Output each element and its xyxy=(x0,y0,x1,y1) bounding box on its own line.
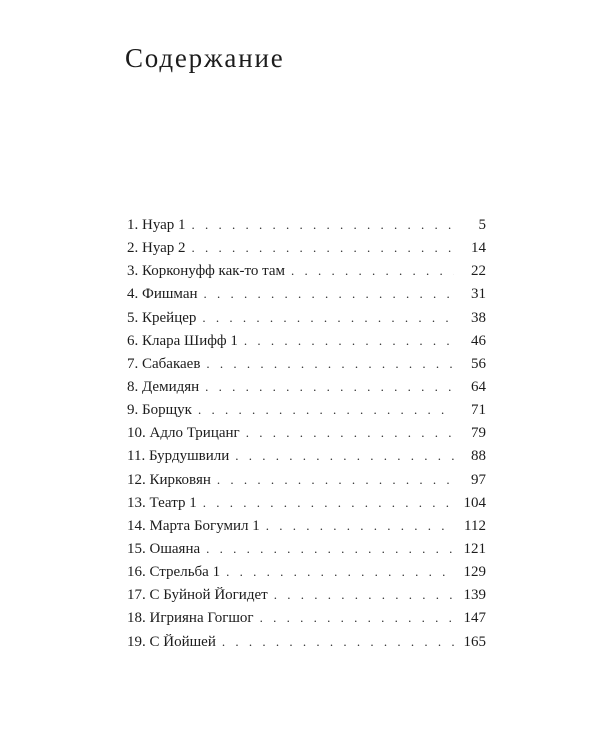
toc-entry[interactable] xyxy=(127,587,486,610)
toc-entry[interactable] xyxy=(127,217,486,240)
toc-entry[interactable] xyxy=(127,518,486,541)
toc-entry-title: 17. С Буйной Йогидет xyxy=(127,587,274,604)
toc-dot-leader xyxy=(203,495,454,511)
toc-dot-leader xyxy=(198,402,454,418)
toc-dot-leader xyxy=(260,610,454,626)
toc-entry[interactable] xyxy=(127,402,486,425)
toc-entry-title: 3. Корконуфф как-то там xyxy=(127,263,291,280)
toc-entry-title: 16. Стрельба 1 xyxy=(127,564,226,581)
toc-entry-title: 19. С Йойшей xyxy=(127,634,222,651)
toc-entry-title: 5. Крейцер xyxy=(127,310,202,327)
toc-entry[interactable] xyxy=(127,333,486,356)
toc-entry[interactable] xyxy=(127,263,486,286)
toc-entry-title: 8. Демидян xyxy=(127,379,205,396)
toc-entry[interactable] xyxy=(127,472,486,495)
toc-entry-title: 13. Театр 1 xyxy=(127,495,203,512)
toc-entry-title: 15. Ошаяна xyxy=(127,541,206,558)
toc-dot-leader xyxy=(206,541,454,557)
toc-entry-title: 2. Нуар 2 xyxy=(127,240,192,257)
toc-dot-leader xyxy=(291,263,454,279)
toc-dot-leader xyxy=(235,448,454,464)
toc-page-number: 165 xyxy=(454,634,486,651)
toc-page-number: 97 xyxy=(454,472,486,489)
toc-dot-leader xyxy=(192,217,454,233)
toc-entry[interactable] xyxy=(127,425,486,448)
toc-entry-title: 11. Бурдушвили xyxy=(127,448,235,465)
toc-entry-title: 7. Сабакаев xyxy=(127,356,206,373)
toc-entry-title: 6. Клара Шифф 1 xyxy=(127,333,244,350)
toc-dot-leader xyxy=(205,379,454,395)
toc-dot-leader xyxy=(222,634,454,650)
toc-entry[interactable] xyxy=(127,310,486,333)
toc-page-number: 38 xyxy=(454,310,486,327)
toc-dot-leader xyxy=(206,356,454,372)
toc-dot-leader xyxy=(246,425,454,441)
toc-entry-title: 14. Марта Богумил 1 xyxy=(127,518,266,535)
toc-page-number: 46 xyxy=(454,333,486,350)
toc-entry-title: 1. Нуар 1 xyxy=(127,217,192,234)
table-of-contents xyxy=(127,217,486,657)
toc-dot-leader xyxy=(202,310,454,326)
toc-page-number: 64 xyxy=(454,379,486,396)
toc-entry[interactable] xyxy=(127,286,486,309)
toc-page-number: 14 xyxy=(454,240,486,257)
toc-entry-title: 9. Борщук xyxy=(127,402,198,419)
toc-entry[interactable] xyxy=(127,448,486,471)
toc-entry[interactable] xyxy=(127,240,486,263)
toc-entry[interactable] xyxy=(127,634,486,657)
toc-dot-leader xyxy=(274,587,454,603)
toc-dot-leader xyxy=(244,333,454,349)
toc-page-number: 129 xyxy=(454,564,486,581)
toc-page-number: 31 xyxy=(454,286,486,303)
toc-page-number: 104 xyxy=(454,495,486,512)
toc-entry-title: 12. Кирковян xyxy=(127,472,217,489)
toc-page-number: 121 xyxy=(454,541,486,558)
toc-page-number: 139 xyxy=(454,587,486,604)
toc-page-number: 147 xyxy=(454,610,486,627)
toc-dot-leader xyxy=(226,564,454,580)
toc-entry[interactable] xyxy=(127,610,486,633)
toc-entry[interactable] xyxy=(127,564,486,587)
toc-entry[interactable] xyxy=(127,541,486,564)
toc-page-number: 88 xyxy=(454,448,486,465)
toc-page-number: 112 xyxy=(454,518,486,535)
toc-dot-leader xyxy=(192,240,454,256)
toc-dot-leader xyxy=(217,472,454,488)
toc-page-number: 22 xyxy=(454,263,486,280)
toc-page-number: 5 xyxy=(454,217,486,234)
toc-entry-title: 4. Фишман xyxy=(127,286,204,303)
toc-entry[interactable] xyxy=(127,379,486,402)
toc-page-number: 71 xyxy=(454,402,486,419)
toc-dot-leader xyxy=(204,286,454,302)
toc-entry-title: 18. Игрияна Гогшог xyxy=(127,610,260,627)
toc-entry-title: 10. Адло Трицанг xyxy=(127,425,246,442)
toc-dot-leader xyxy=(266,518,454,534)
toc-entry[interactable] xyxy=(127,356,486,379)
toc-entry[interactable] xyxy=(127,495,486,518)
toc-page-number: 79 xyxy=(454,425,486,442)
toc-page-number: 56 xyxy=(454,356,486,373)
page-title: Содержание xyxy=(125,43,285,73)
